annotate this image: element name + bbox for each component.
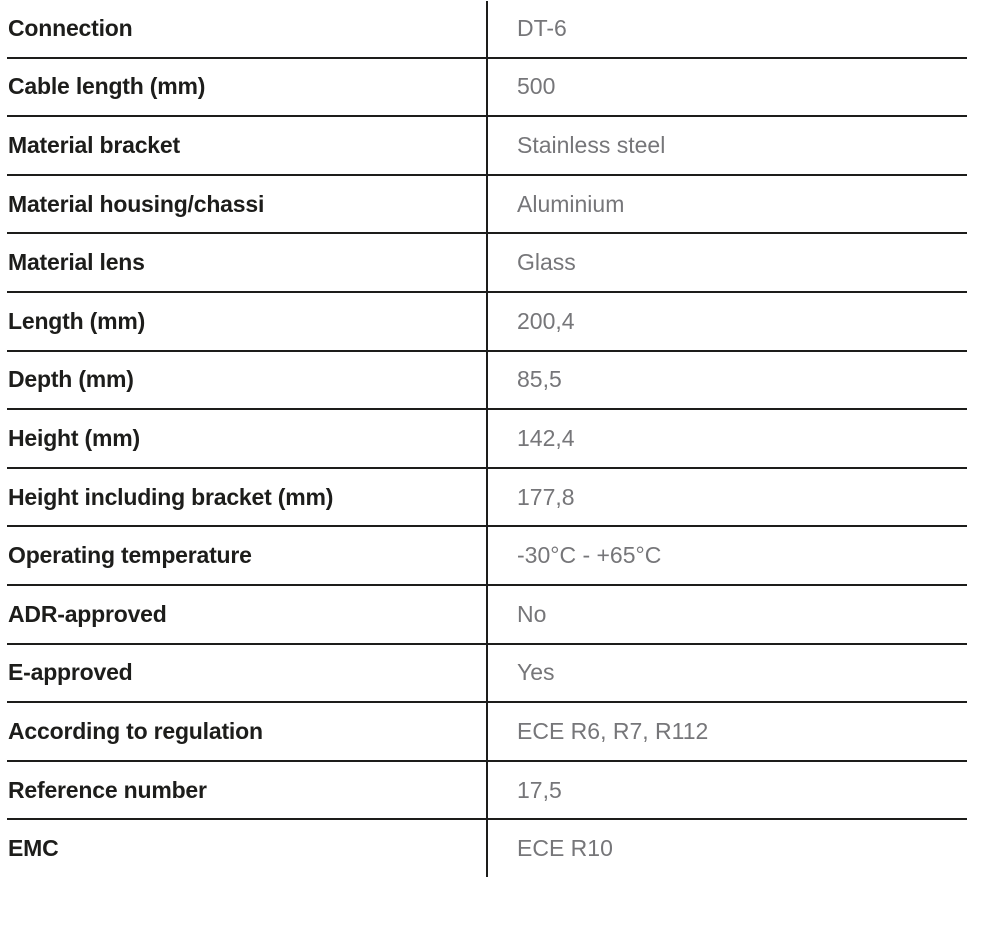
spec-value: 142,4 — [517, 424, 575, 451]
spec-label: Height (mm) — [8, 424, 140, 451]
spec-label: Material lens — [8, 249, 145, 276]
spec-value: -30°C - +65°C — [517, 542, 662, 569]
spec-label: EMC — [8, 835, 59, 862]
spec-value: Aluminium — [517, 190, 625, 217]
spec-label: Cable length (mm) — [8, 73, 206, 100]
spec-value: Stainless steel — [517, 131, 666, 158]
spec-value: 177,8 — [517, 483, 575, 510]
spec-label: E-approved — [8, 659, 133, 686]
spec-value: 17,5 — [517, 776, 562, 803]
spec-label: ADR-approved — [8, 600, 167, 627]
spec-value: 200,4 — [517, 307, 575, 334]
spec-label: Reference number — [8, 776, 207, 803]
spec-label: According to regulation — [8, 717, 263, 744]
spec-label: Material housing/chassi — [8, 190, 265, 217]
spec-label: Operating temperature — [8, 542, 252, 569]
spec-value: ECE R10 — [517, 835, 613, 862]
spec-value: 85,5 — [517, 366, 562, 393]
spec-value: No — [517, 600, 547, 627]
spec-label: Length (mm) — [8, 307, 146, 334]
spec-value: 500 — [517, 73, 556, 100]
spec-value: Yes — [517, 659, 555, 686]
spec-label: Depth (mm) — [8, 366, 134, 393]
specifications-table — [7, 0, 967, 877]
spec-value: DT-6 — [517, 14, 567, 41]
spec-label: Height including bracket (mm) — [8, 483, 334, 510]
spec-value: Glass — [517, 249, 576, 276]
spec-label: Material bracket — [8, 131, 180, 158]
column-divider — [486, 1, 488, 877]
spec-value: ECE R6, R7, R112 — [517, 717, 709, 744]
spec-label: Connection — [8, 14, 133, 41]
